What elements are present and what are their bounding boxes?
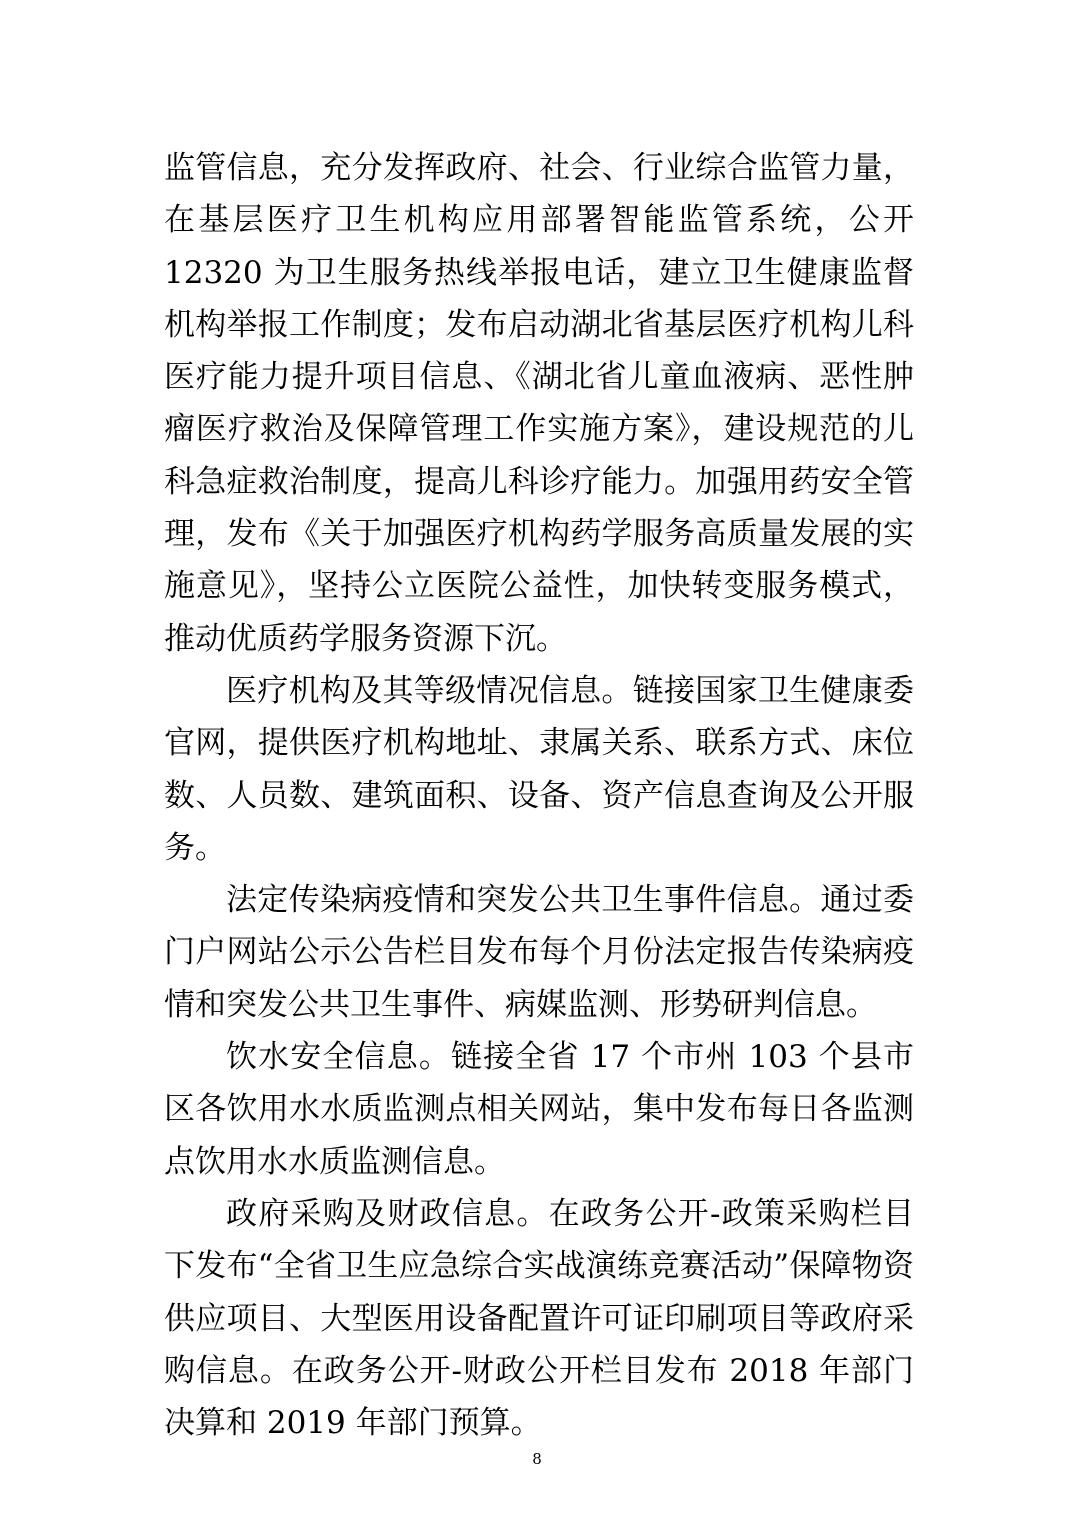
page-number: 8 [532,1450,542,1468]
paragraph-drinking-water: 饮水安全信息。链接全省 17 个市州 103 个县市区各饮用水水质监测点相关网站，集中发布每日各监测点饮用水水质监测信息。 [164,1039,914,1180]
paragraph-supervision-continued: 监管信息，充分发挥政府、社会、行业综合监管力量，在基层医疗卫生机构应用部署智能监管系统，公开 12320 为卫生服务热线举报电话，建立卫生健康监督机构举报工作制度；发布启动湖北省基层医疗机构儿科医疗能力提升项目信息、《湖北省儿童血液病、恶性肿瘤医疗救治及保障管理工作实施方案》，建设规范的儿科急症救治制度，提高儿科诊疗能力。加强用药安全管理，发布《关于加强医疗机构药学服务高质量发展的实施意见》，坚持公立医院公益性，加快转变服务模式，推动优质药学服务资源下沉。 [164,150,914,657]
paragraph-medical-institutions: 医疗机构及其等级情况信息。链接国家卫生健康委官网，提供医疗机构地址、隶属关系、联系方式、床位数、人员数、建筑面积、设备、资产信息查询及公开服务。 [164,672,914,866]
body-text [164,142,914,1449]
paragraph-infectious-disease: 法定传染病疫情和突发公共卫生事件信息。通过委门户网站公示公告栏目发布每个月份法定报告传染病疫情和突发公共卫生事件、病媒监测、形势研判信息。 [164,882,914,1023]
paragraph-procurement-finance: 政府采购及财政信息。在政务公开-政策采购栏目下发布“全省卫生应急综合实战演练竞赛活动”保障物资供应项目、大型医用设备配置许可证印刷项目等政府采购信息。在政务公开-财政公开栏目发布 2018 年部门决算和 2019 年部门预算。 [164,1195,914,1442]
